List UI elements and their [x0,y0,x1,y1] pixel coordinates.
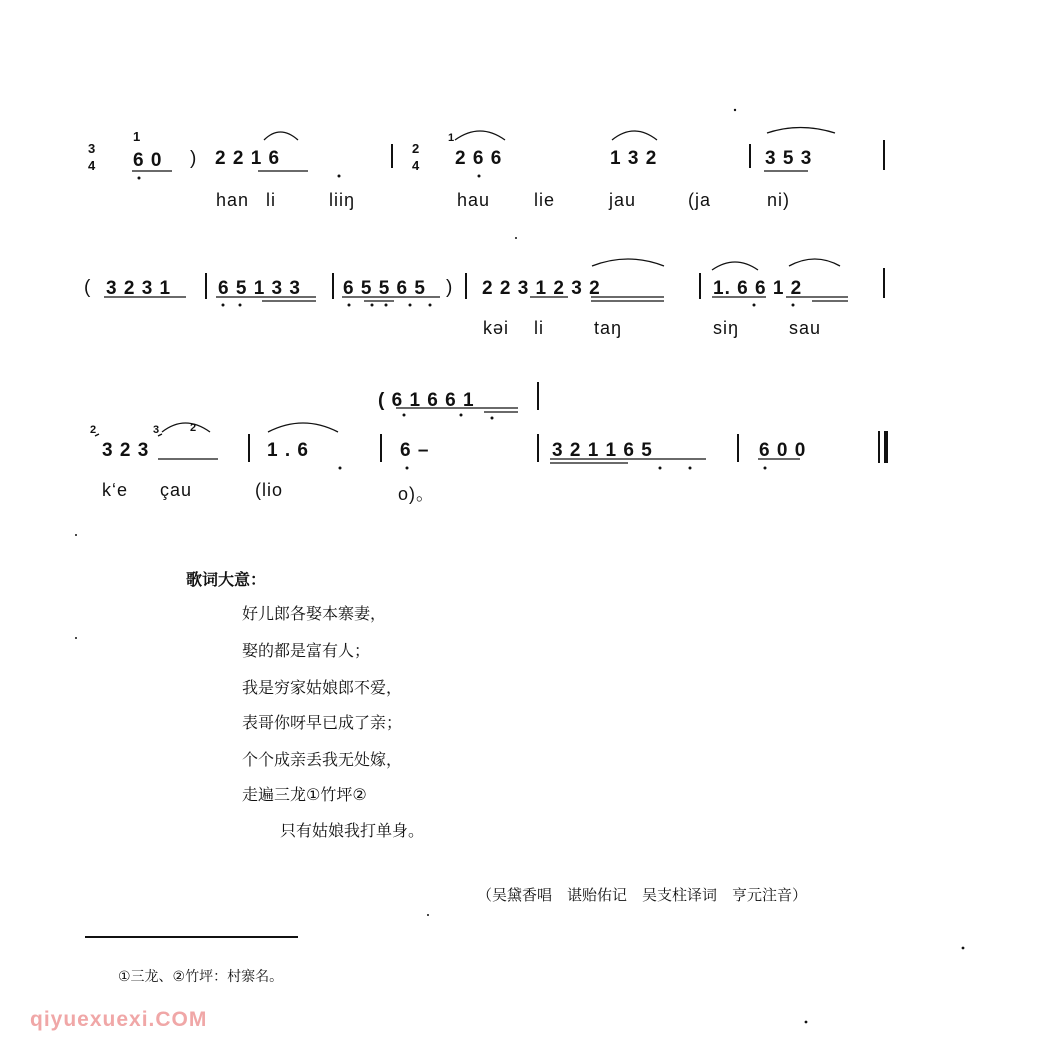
watermark: qiyuexuexi.COM [30,1008,208,1031]
measure-notes: 1. 6 6 1 2 [713,278,803,299]
translation-heading: 歌词大意： [186,570,267,589]
lyric-syllable: li [266,190,276,210]
time-sig-denominator: 4 [412,158,420,173]
grace-note: 3 [153,424,160,436]
measure-notes: 2 6 6 [455,148,503,169]
grace-note: 2 [90,424,97,436]
lyric-syllable: siŋ [713,318,740,338]
lyric-syllable: han [216,190,250,210]
lyric-syllable: liiŋ [329,190,356,210]
translation-line: 只有姑娘我打单身。 [280,821,425,840]
lyric-syllable: lie [534,190,556,210]
phrase-close: ) [190,148,198,169]
lyric-syllable: hau [457,190,491,210]
lyric-syllable: jau [609,190,637,210]
lyric-syllable: li [534,318,544,338]
measure-notes: 3 2 3 [102,440,150,461]
time-sig-numerator: 2 [412,141,420,156]
lyric-syllable: taŋ [594,318,623,338]
lyric-syllable: (lio [255,480,284,500]
measure-notes: 3 2 3 1 [106,278,172,299]
translation-line: 个个成亲丢我无处嫁， [242,750,403,769]
measure-notes: 1 3 2 [610,148,658,169]
lyric-syllable: o)。 [398,484,436,504]
measure-notes: 2 2 3 1 2 3 2 [482,278,601,299]
measure-notes: 6 5 1 3 3 [218,278,301,299]
phrase-close: ) [446,277,454,298]
translation-line: 我是穷家姑娘郎不爱， [242,678,403,697]
lyric-syllable: k‘e [102,480,129,500]
measure-notes: 6 5 5 6 5 [343,278,426,299]
lyric-syllable: sau [789,318,822,338]
translation-line: 娶的都是富有人； [242,641,371,660]
translation-line: 表哥你呀早已成了亲； [242,713,403,732]
lyric-syllable: kəi [483,318,510,338]
phrase-open: ( [84,277,92,298]
time-sig-denominator: 4 [88,158,96,173]
lyric-syllable: (ja [688,190,712,210]
credits: （吴黛香唱 谌贻佑记 吴支柱译词 亨元注音） [477,886,808,904]
measure-notes: 6 – [400,440,430,461]
lyric-syllable: ni) [767,190,791,210]
translation-line: 好儿郎各娶本寨妻， [242,604,387,623]
measure-notes: 2 2 1 6 [215,148,281,169]
measure-notes: 1 . 6 [267,440,309,461]
grace-note: 1 [133,129,141,144]
measure-notes: ( 6 1 6 6 1 [378,390,475,411]
measure-notes: 6 0 [133,150,163,171]
lyric-syllable: çau [160,480,193,500]
footnote: ①三龙、②竹坪：村寨名。 [118,969,284,985]
grace-note: 1 [448,132,455,144]
time-sig-numerator: 3 [88,141,96,156]
grace-note: 2 [190,422,197,434]
translation-line: 走遍三龙①竹坪② [242,785,367,804]
measure-notes: 3 5 3 [765,148,813,169]
measure-notes: 3 2 1 1 6 5 [552,440,653,461]
measure-notes: 6 0 0 [759,440,807,461]
